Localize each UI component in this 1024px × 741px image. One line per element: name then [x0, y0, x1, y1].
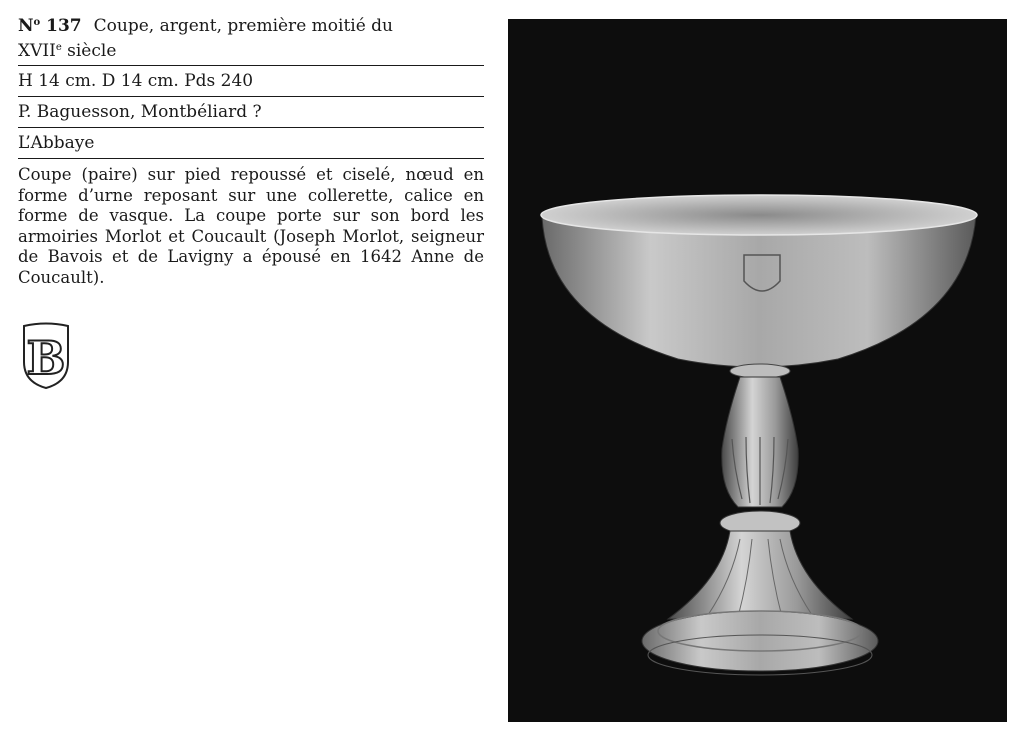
location: L’Abbaye — [18, 127, 484, 159]
hallmark-stamp — [20, 322, 72, 390]
hallmark-letter: B — [26, 331, 66, 385]
entry-title-end: siècle — [67, 41, 117, 61]
cup-rim — [541, 195, 977, 235]
cup-foot — [668, 531, 852, 619]
entry-number: $N^o$ 137 — [18, 16, 82, 36]
cup-photo — [508, 19, 1007, 722]
entry-century: XVIIe — [18, 41, 62, 61]
maker: P. Baguesson, Montbéliard ? — [18, 96, 484, 127]
dimensions: H 14 cm. D 14 cm. Pds 240 — [18, 65, 484, 96]
catalog-entry — [18, 12, 484, 288]
description: Coupe (paire) sur pied repoussé et ciselé, nœud en forme d’urne reposant sur une collerette, calice en forme de vasque. La coupe porte sur son bord les armoiries Morlot et Coucault (Joseph Morlot, seigneur de Bavois et de Lavigny a épousé en 1642 Anne de Coucault). — [18, 165, 484, 287]
entry-title-text: Coupe, argent, première moitié du — [93, 16, 394, 36]
entry-title — [18, 12, 484, 65]
